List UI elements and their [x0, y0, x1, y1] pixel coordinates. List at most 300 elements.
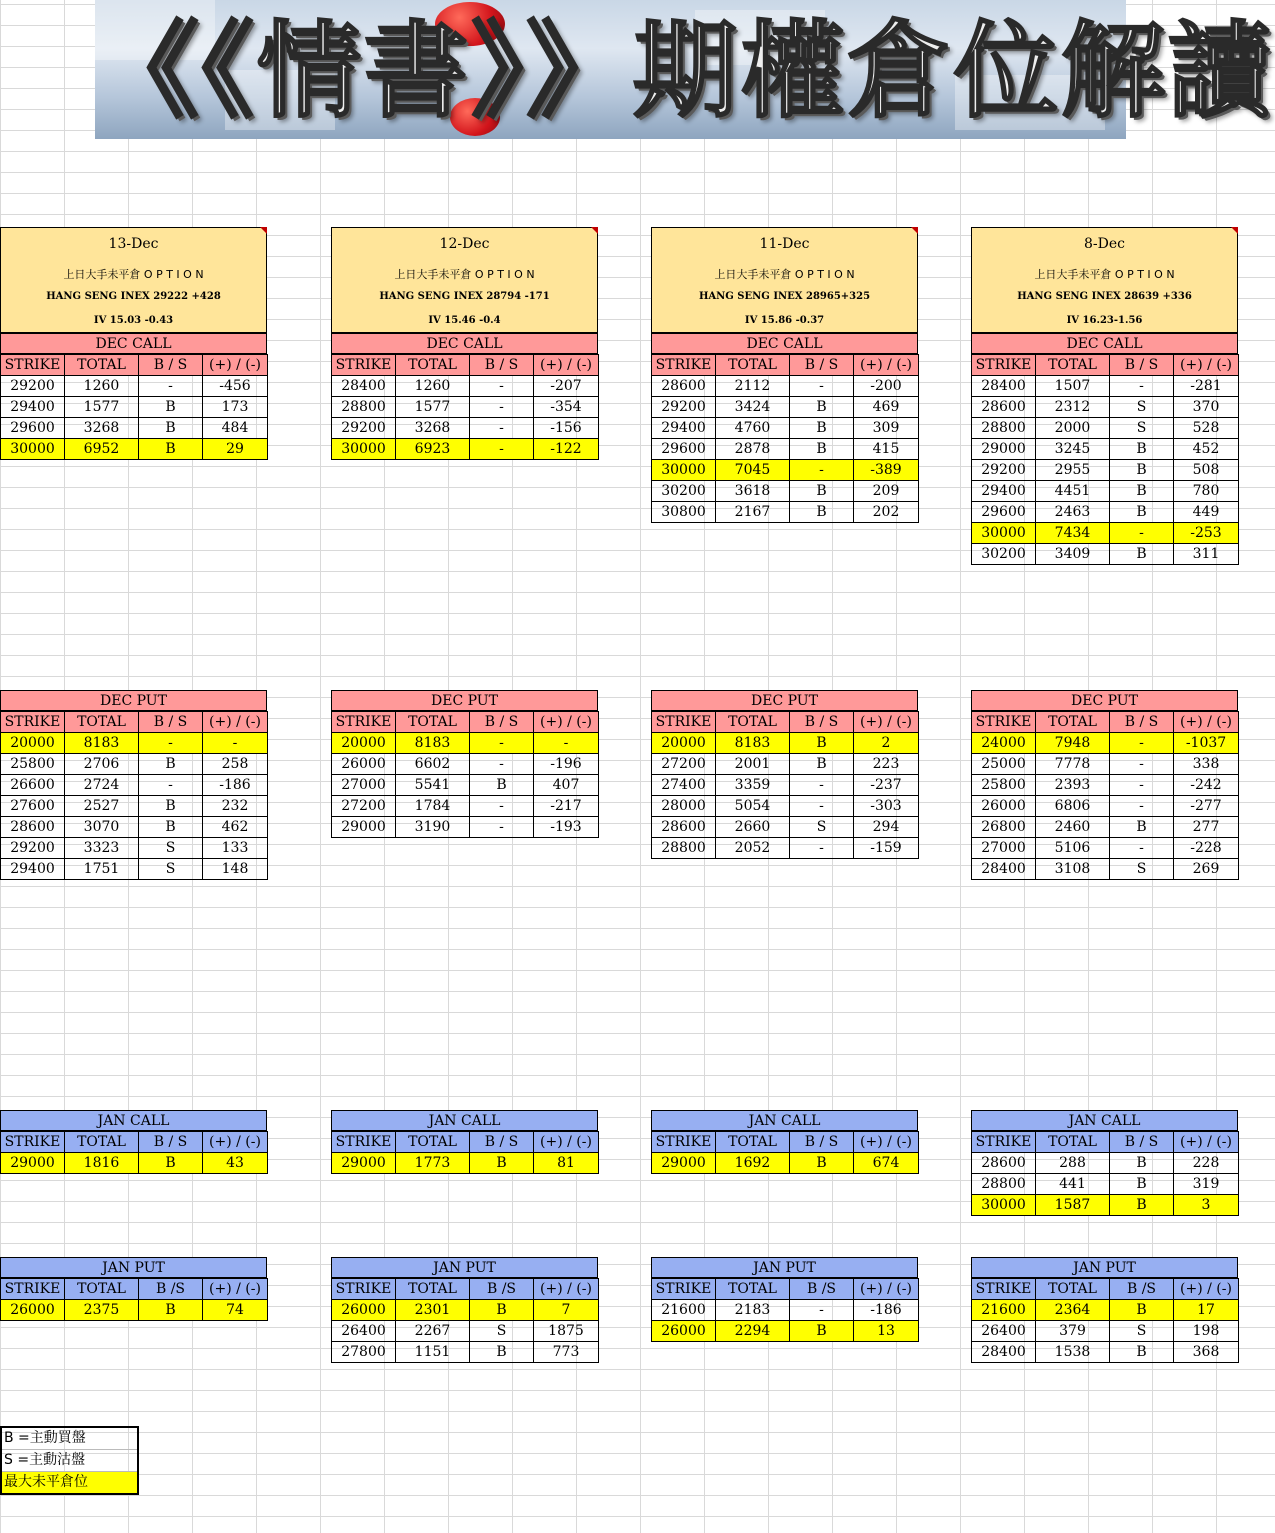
cell-strike: 30000 — [652, 460, 716, 481]
cell-buy-sell: B — [1110, 502, 1174, 523]
header-strike: STRIKE — [972, 712, 1036, 733]
table-row — [652, 481, 919, 502]
cell-total: 8183 — [65, 733, 139, 754]
table-row — [652, 796, 919, 817]
cell-change: 294 — [854, 817, 919, 838]
table-row — [972, 859, 1239, 880]
cell-buy-sell: B — [139, 796, 203, 817]
table-row — [1, 418, 268, 439]
cell-total: 6923 — [396, 439, 470, 460]
header-buy-sell: B / S — [139, 1132, 203, 1153]
header-total: TOTAL — [396, 1132, 470, 1153]
header-total: TOTAL — [716, 712, 790, 733]
cell-strike: 20000 — [332, 733, 396, 754]
panel-label: 上日大手未平倉 O P T I O N — [394, 268, 535, 281]
banner-title: 《《情書》》期權倉位解讀 — [95, 10, 1275, 132]
cell-change: 209 — [854, 481, 919, 502]
cell-total: 1784 — [396, 796, 470, 817]
cell-buy-sell: B — [470, 1153, 534, 1174]
cell-buy-sell: B — [139, 397, 203, 418]
jan-call-table — [651, 1110, 918, 1174]
cell-buy-sell: S — [139, 838, 203, 859]
cell-strike: 27000 — [332, 775, 396, 796]
cell-strike: 28400 — [972, 1342, 1036, 1363]
cell-total: 3359 — [716, 775, 790, 796]
cell-total: 2001 — [716, 754, 790, 775]
table-row — [652, 460, 919, 481]
cell-strike: 29000 — [332, 1153, 396, 1174]
table-row — [332, 397, 599, 418]
dec-call-table — [651, 333, 918, 523]
header-strike: STRIKE — [652, 712, 716, 733]
cell-buy-sell: - — [139, 775, 203, 796]
jan-call-table — [971, 1110, 1238, 1216]
cell-change: -253 — [1174, 523, 1239, 544]
cell-strike: 21600 — [652, 1300, 716, 1321]
cell-buy-sell: S — [1110, 418, 1174, 439]
table-row — [972, 523, 1239, 544]
table-row — [1, 1300, 268, 1321]
panel-label: 上日大手未平倉 O P T I O N — [63, 268, 204, 281]
table-row — [972, 775, 1239, 796]
cell-buy-sell: B — [1110, 460, 1174, 481]
cell-total: 6952 — [65, 439, 139, 460]
table-row — [972, 439, 1239, 460]
cell-change: -389 — [854, 460, 919, 481]
cell-strike: 30000 — [1, 439, 65, 460]
table-row — [652, 418, 919, 439]
cell-change: 13 — [854, 1321, 919, 1342]
header-buy-sell: B / S — [470, 712, 534, 733]
table-row — [652, 733, 919, 754]
table-row — [1, 439, 268, 460]
header-total: TOTAL — [396, 1279, 470, 1300]
cell-total: 2267 — [396, 1321, 470, 1342]
header-change: (+) / (-) — [534, 1279, 599, 1300]
cell-change: 29 — [203, 439, 268, 460]
cell-strike: 30200 — [652, 481, 716, 502]
cell-change: -354 — [534, 397, 599, 418]
cell-total: 2112 — [716, 376, 790, 397]
cell-strike: 30000 — [972, 1195, 1036, 1216]
cell-change: 415 — [854, 439, 919, 460]
cell-total: 379 — [1036, 1321, 1110, 1342]
header-strike: STRIKE — [972, 1132, 1036, 1153]
table-row — [332, 1321, 599, 1342]
cell-buy-sell: B — [139, 1153, 203, 1174]
table-row — [332, 376, 599, 397]
cell-buy-sell: - — [1110, 775, 1174, 796]
cell-buy-sell: - — [1110, 838, 1174, 859]
cell-change: 674 — [854, 1153, 919, 1174]
panel-index: HANG SENG INEX 28965+325 — [698, 291, 871, 302]
cell-buy-sell: B — [1110, 1342, 1174, 1363]
cell-strike: 29600 — [972, 502, 1036, 523]
table-row — [652, 817, 919, 838]
header-buy-sell: B / S — [1110, 712, 1174, 733]
header-buy-sell: B / S — [470, 1132, 534, 1153]
header-change: (+) / (-) — [854, 1132, 919, 1153]
cell-total: 4451 — [1036, 481, 1110, 502]
cell-total: 3245 — [1036, 439, 1110, 460]
cell-buy-sell: B — [1110, 544, 1174, 565]
cell-strike: 28600 — [652, 376, 716, 397]
cell-buy-sell: - — [790, 376, 854, 397]
cell-total: 2527 — [65, 796, 139, 817]
table-row — [1, 1153, 268, 1174]
cell-change: 7 — [534, 1300, 599, 1321]
cell-change: -186 — [854, 1300, 919, 1321]
header-strike: STRIKE — [332, 712, 396, 733]
cell-strike: 27200 — [652, 754, 716, 775]
table-title: JAN PUT — [0, 1257, 267, 1278]
cell-total: 2364 — [1036, 1300, 1110, 1321]
cell-total: 2301 — [396, 1300, 470, 1321]
table-row — [1, 376, 268, 397]
table-row — [972, 817, 1239, 838]
cell-buy-sell: B — [139, 754, 203, 775]
dec-call-table — [331, 333, 598, 460]
cell-change: -242 — [1174, 775, 1239, 796]
cell-buy-sell: B — [790, 481, 854, 502]
table-row — [332, 796, 599, 817]
header-change: (+) / (-) — [203, 712, 268, 733]
cell-total: 5106 — [1036, 838, 1110, 859]
cell-change: 3 — [1174, 1195, 1239, 1216]
cell-total: 1507 — [1036, 376, 1110, 397]
table-title: DEC CALL — [971, 333, 1238, 354]
cell-change: -217 — [534, 796, 599, 817]
cell-strike: 26800 — [972, 817, 1036, 838]
cell-strike: 28400 — [972, 376, 1036, 397]
header-strike: STRIKE — [332, 1279, 396, 1300]
cell-buy-sell: B — [139, 817, 203, 838]
date-panel — [331, 227, 598, 1360]
table-row — [972, 544, 1239, 565]
dec-put-table — [331, 690, 598, 838]
cell-change: 81 — [534, 1153, 599, 1174]
cell-change: -277 — [1174, 796, 1239, 817]
header-buy-sell: B / S — [139, 712, 203, 733]
header-total: TOTAL — [716, 1279, 790, 1300]
header-buy-sell: B / S — [790, 1132, 854, 1153]
cell-buy-sell: S — [139, 859, 203, 880]
cell-strike: 28600 — [1, 817, 65, 838]
cell-strike: 29000 — [972, 439, 1036, 460]
cell-total: 2955 — [1036, 460, 1110, 481]
jan-put-table — [971, 1257, 1238, 1363]
cell-strike: 26400 — [972, 1321, 1036, 1342]
cell-strike: 29400 — [1, 397, 65, 418]
table-row — [332, 418, 599, 439]
cell-strike: 24000 — [972, 733, 1036, 754]
header-change: (+) / (-) — [1174, 712, 1239, 733]
cell-total: 8183 — [396, 733, 470, 754]
header-strike: STRIKE — [652, 355, 716, 376]
cell-change: 202 — [854, 502, 919, 523]
cell-total: 2460 — [1036, 817, 1110, 838]
cell-change: 469 — [854, 397, 919, 418]
cell-strike: 28800 — [972, 1174, 1036, 1195]
cell-buy-sell: S — [470, 1321, 534, 1342]
cell-total: 2312 — [1036, 397, 1110, 418]
legend-buy: B =主動買盤 — [2, 1428, 137, 1450]
panel-date: 13-Dec — [108, 236, 159, 252]
panel-date: 8-Dec — [1084, 236, 1125, 252]
cell-buy-sell: B — [790, 754, 854, 775]
table-row — [972, 481, 1239, 502]
header-strike: STRIKE — [972, 1279, 1036, 1300]
header-total: TOTAL — [396, 355, 470, 376]
panel-date: 12-Dec — [439, 236, 490, 252]
table-row — [652, 1321, 919, 1342]
cell-change: -303 — [854, 796, 919, 817]
cell-strike: 26000 — [332, 1300, 396, 1321]
cell-strike: 29400 — [1, 859, 65, 880]
cell-change: 319 — [1174, 1174, 1239, 1195]
cell-strike: 30000 — [332, 439, 396, 460]
panel-header — [331, 227, 598, 333]
table-title: JAN PUT — [651, 1257, 918, 1278]
header-strike: STRIKE — [332, 1132, 396, 1153]
cell-change: - — [534, 733, 599, 754]
cell-buy-sell: B — [1110, 1153, 1174, 1174]
cell-total: 1751 — [65, 859, 139, 880]
cell-change: 148 — [203, 859, 268, 880]
cell-change: 223 — [854, 754, 919, 775]
table-row — [972, 733, 1239, 754]
cell-strike: 28600 — [972, 397, 1036, 418]
table-row — [1, 817, 268, 838]
cell-buy-sell: B — [1110, 439, 1174, 460]
table-title: DEC PUT — [331, 690, 598, 711]
table-title: JAN CALL — [331, 1110, 598, 1131]
cell-change: 311 — [1174, 544, 1239, 565]
header-buy-sell: B /S — [790, 1279, 854, 1300]
cell-buy-sell: - — [1110, 376, 1174, 397]
header-change: (+) / (-) — [534, 1132, 599, 1153]
cell-buy-sell: - — [139, 376, 203, 397]
cell-buy-sell: B — [470, 775, 534, 796]
cell-buy-sell: B — [790, 397, 854, 418]
header-total: TOTAL — [1036, 712, 1110, 733]
cell-total: 4760 — [716, 418, 790, 439]
table-row — [972, 502, 1239, 523]
header-total: TOTAL — [65, 1279, 139, 1300]
header-change: (+) / (-) — [854, 355, 919, 376]
header-total: TOTAL — [716, 1132, 790, 1153]
banner — [95, 0, 1275, 139]
cell-total: 441 — [1036, 1174, 1110, 1195]
table-title: DEC CALL — [331, 333, 598, 354]
cell-total: 2706 — [65, 754, 139, 775]
cell-total: 2463 — [1036, 502, 1110, 523]
table-title: DEC PUT — [0, 690, 267, 711]
cell-change: 309 — [854, 418, 919, 439]
table-row — [332, 754, 599, 775]
cell-strike: 29200 — [1, 838, 65, 859]
cell-buy-sell: B — [470, 1342, 534, 1363]
cell-total: 3409 — [1036, 544, 1110, 565]
cell-change: -196 — [534, 754, 599, 775]
header-strike: STRIKE — [1, 355, 65, 376]
cell-change: 228 — [1174, 1153, 1239, 1174]
cell-change: -193 — [534, 817, 599, 838]
cell-strike: 26000 — [332, 754, 396, 775]
cell-buy-sell: - — [470, 817, 534, 838]
cell-total: 1816 — [65, 1153, 139, 1174]
cell-strike: 30000 — [972, 523, 1036, 544]
cell-buy-sell: - — [139, 733, 203, 754]
cell-strike: 29600 — [652, 439, 716, 460]
cell-strike: 21600 — [972, 1300, 1036, 1321]
cell-total: 1577 — [396, 397, 470, 418]
dec-call-table — [971, 333, 1238, 565]
header-total: TOTAL — [716, 355, 790, 376]
cell-change: 269 — [1174, 859, 1239, 880]
cell-total: 6602 — [396, 754, 470, 775]
table-row — [972, 1321, 1239, 1342]
cell-total: 2878 — [716, 439, 790, 460]
table-row — [652, 754, 919, 775]
cell-strike: 25800 — [972, 775, 1036, 796]
cell-buy-sell: S — [790, 817, 854, 838]
jan-call-table — [331, 1110, 598, 1174]
cell-strike: 27000 — [972, 838, 1036, 859]
header-strike: STRIKE — [1, 1279, 65, 1300]
header-total: TOTAL — [65, 355, 139, 376]
panel-iv: IV 15.03 -0.43 — [93, 315, 174, 326]
comment-indicator-icon — [911, 227, 918, 234]
cell-strike: 26400 — [332, 1321, 396, 1342]
cell-strike: 25000 — [972, 754, 1036, 775]
cell-strike: 29000 — [332, 817, 396, 838]
cell-change: 452 — [1174, 439, 1239, 460]
cell-strike: 28800 — [652, 838, 716, 859]
cell-total: 2375 — [65, 1300, 139, 1321]
table-row — [972, 1153, 1239, 1174]
header-buy-sell: B / S — [470, 355, 534, 376]
header-change: (+) / (-) — [1174, 355, 1239, 376]
cell-change: 258 — [203, 754, 268, 775]
cell-buy-sell: B — [1110, 481, 1174, 502]
cell-change: 17 — [1174, 1300, 1239, 1321]
panel-header — [0, 227, 267, 333]
cell-change: -281 — [1174, 376, 1239, 397]
cell-strike: 26000 — [652, 1321, 716, 1342]
table-row — [972, 376, 1239, 397]
table-row — [1, 754, 268, 775]
cell-change: 368 — [1174, 1342, 1239, 1363]
header-total: TOTAL — [65, 1132, 139, 1153]
table-row — [1, 397, 268, 418]
cell-total: 3268 — [396, 418, 470, 439]
jan-call-table — [0, 1110, 267, 1174]
cell-strike: 29400 — [972, 481, 1036, 502]
cell-change: 74 — [203, 1300, 268, 1321]
header-change: (+) / (-) — [203, 355, 268, 376]
cell-change: 407 — [534, 775, 599, 796]
cell-total: 8183 — [716, 733, 790, 754]
cell-buy-sell: B — [790, 1153, 854, 1174]
cell-buy-sell: - — [470, 418, 534, 439]
cell-buy-sell: - — [1110, 796, 1174, 817]
header-strike: STRIKE — [652, 1132, 716, 1153]
table-title: DEC CALL — [0, 333, 267, 354]
header-total: TOTAL — [1036, 355, 1110, 376]
dec-put-table — [0, 690, 267, 880]
cell-change: 133 — [203, 838, 268, 859]
table-row — [332, 817, 599, 838]
cell-total: 3618 — [716, 481, 790, 502]
cell-total: 2660 — [716, 817, 790, 838]
jan-put-table — [331, 1257, 598, 1363]
cell-total: 3190 — [396, 817, 470, 838]
cell-change: 173 — [203, 397, 268, 418]
table-row — [1, 796, 268, 817]
date-panel — [651, 227, 918, 1339]
cell-change: 43 — [203, 1153, 268, 1174]
cell-total: 2724 — [65, 775, 139, 796]
dec-put-table — [651, 690, 918, 859]
cell-total: 2393 — [1036, 775, 1110, 796]
cell-total: 2052 — [716, 838, 790, 859]
cell-change: 1875 — [534, 1321, 599, 1342]
header-strike: STRIKE — [1, 1132, 65, 1153]
cell-buy-sell: B — [1110, 1174, 1174, 1195]
cell-total: 2183 — [716, 1300, 790, 1321]
table-title: JAN CALL — [971, 1110, 1238, 1131]
cell-strike: 29600 — [1, 418, 65, 439]
cell-change: 508 — [1174, 460, 1239, 481]
table-title: DEC PUT — [651, 690, 918, 711]
cell-strike: 29000 — [1, 1153, 65, 1174]
header-change: (+) / (-) — [534, 355, 599, 376]
panel-label: 上日大手未平倉 O P T I O N — [1034, 268, 1175, 281]
cell-strike: 29200 — [332, 418, 396, 439]
cell-total: 6806 — [1036, 796, 1110, 817]
table-row — [652, 502, 919, 523]
header-change: (+) / (-) — [203, 1279, 268, 1300]
cell-buy-sell: S — [1110, 1321, 1174, 1342]
cell-change: 462 — [203, 817, 268, 838]
table-title: JAN PUT — [971, 1257, 1238, 1278]
jan-put-table — [0, 1257, 267, 1321]
cell-buy-sell: - — [1110, 733, 1174, 754]
header-buy-sell: B / S — [139, 355, 203, 376]
cell-buy-sell: - — [1110, 754, 1174, 775]
cell-strike: 29200 — [652, 397, 716, 418]
cell-change: 338 — [1174, 754, 1239, 775]
table-row — [972, 838, 1239, 859]
table-row — [1, 859, 268, 880]
cell-total: 1538 — [1036, 1342, 1110, 1363]
header-change: (+) / (-) — [854, 1279, 919, 1300]
cell-buy-sell: - — [470, 754, 534, 775]
header-strike: STRIKE — [1, 712, 65, 733]
table-row — [972, 397, 1239, 418]
legend — [0, 1426, 139, 1495]
cell-buy-sell: B — [790, 439, 854, 460]
comment-indicator-icon — [1231, 227, 1238, 234]
table-row — [972, 1174, 1239, 1195]
table-title: JAN CALL — [0, 1110, 267, 1131]
cell-total: 3268 — [65, 418, 139, 439]
table-row — [972, 418, 1239, 439]
header-buy-sell: B / S — [1110, 1132, 1174, 1153]
header-strike: STRIKE — [332, 355, 396, 376]
cell-strike: 20000 — [1, 733, 65, 754]
